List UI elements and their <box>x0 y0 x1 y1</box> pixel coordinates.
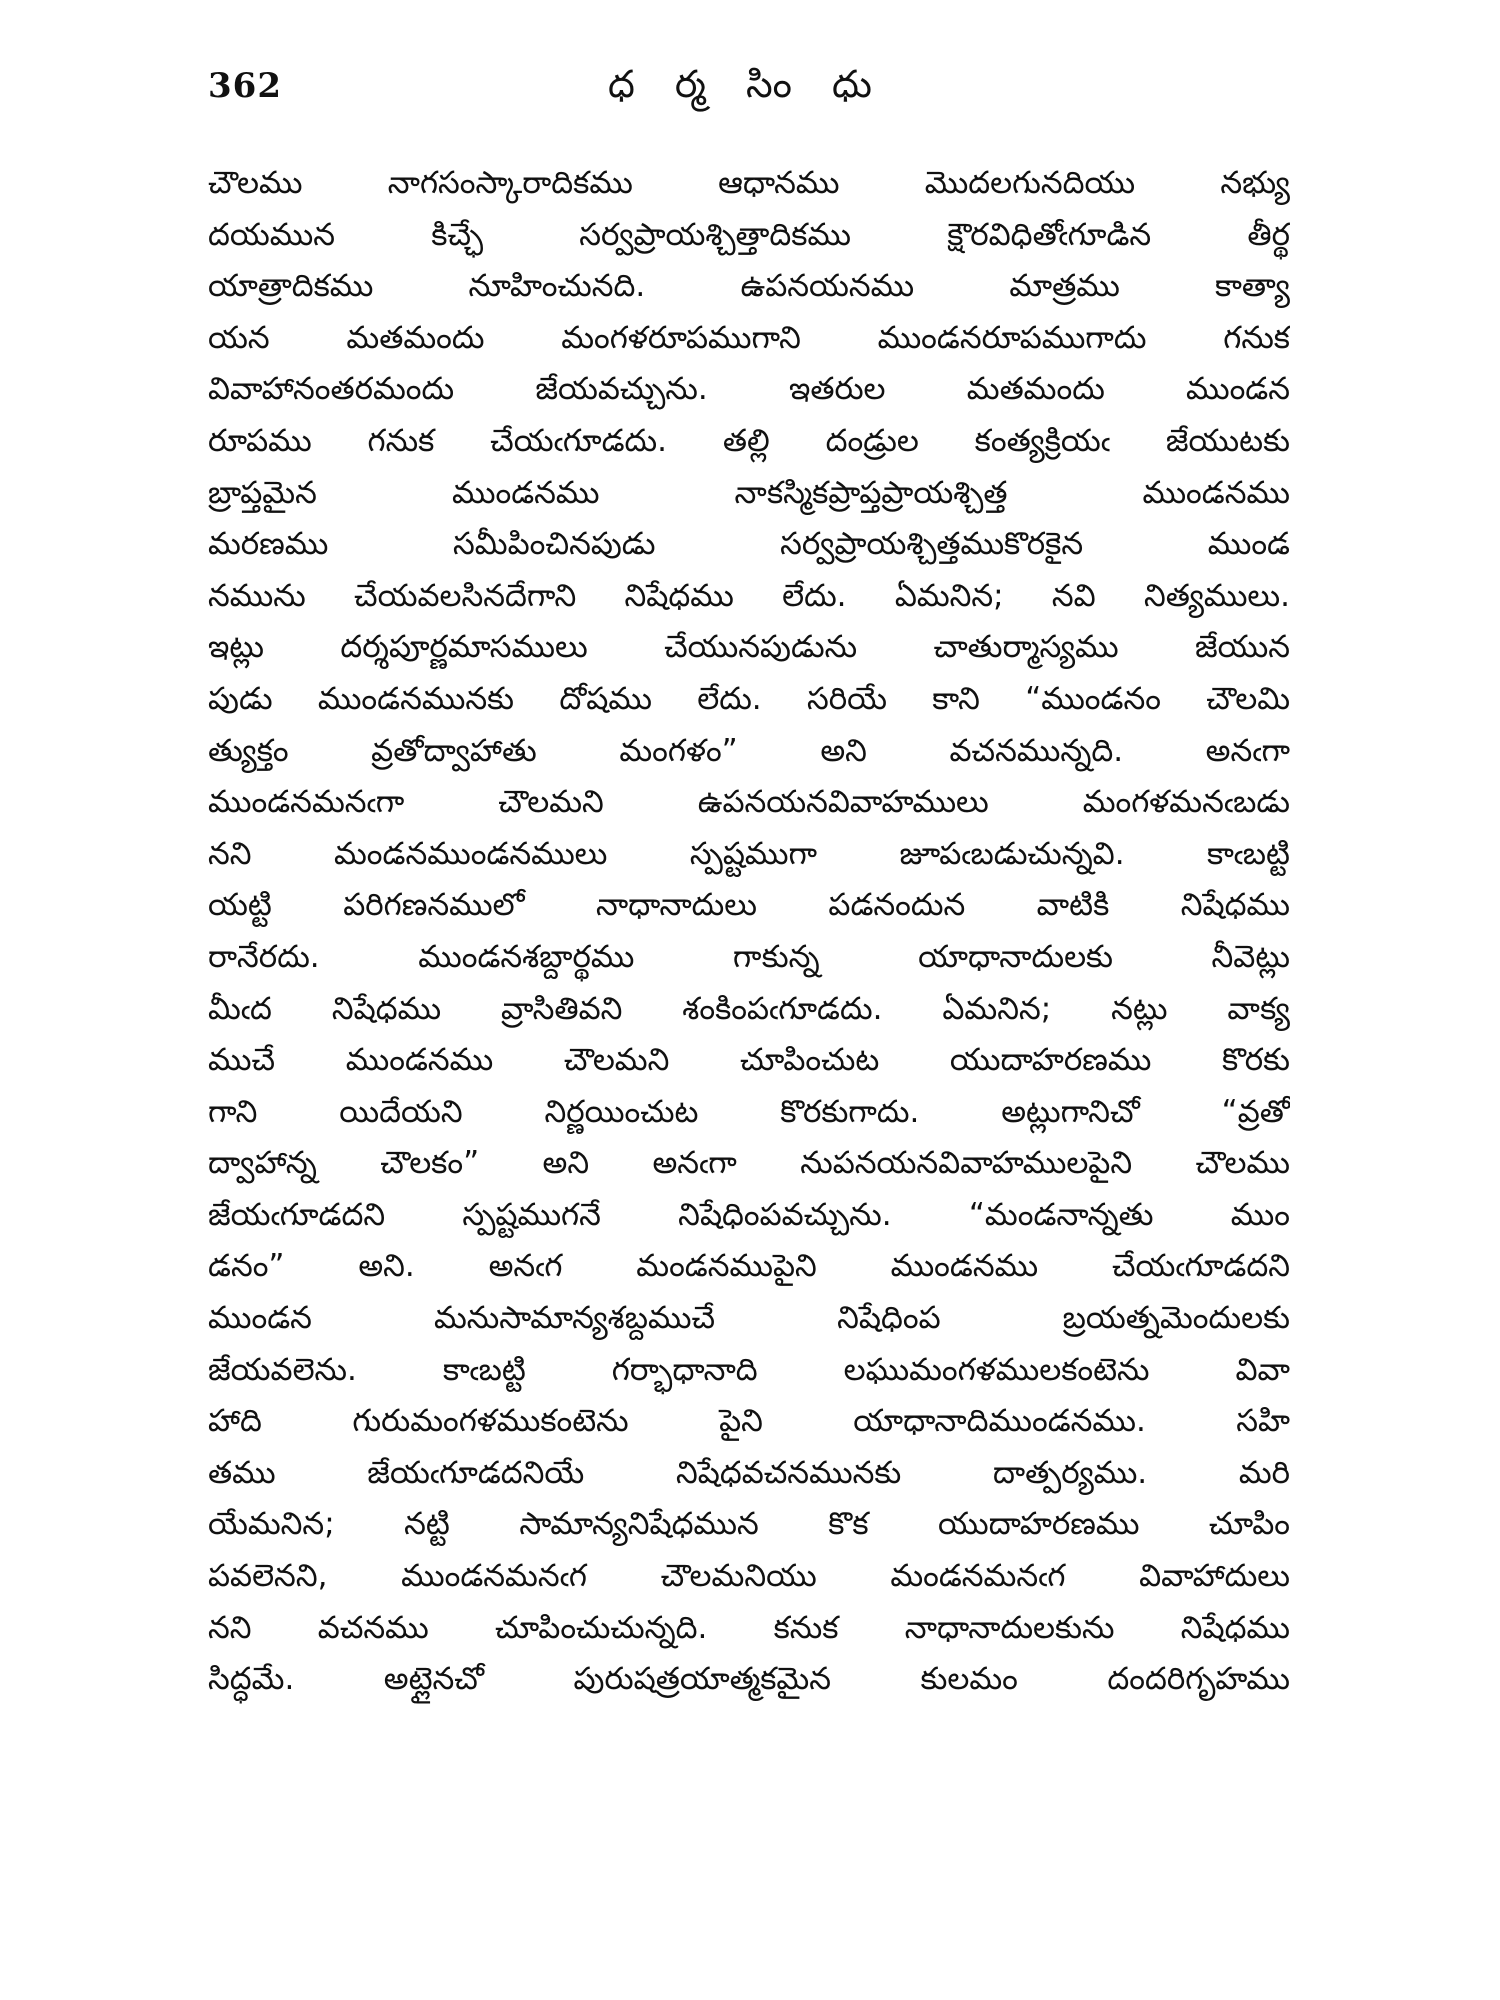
text-line: యాత్రాదికము నూహించునది. ఉపనయనము మాత్రము కాత్యా <box>208 268 1290 305</box>
text-line: త్యుక్తం వ్రతోద్వాహాతు మంగళం” అని వచనమున్నది. అనఁగా <box>208 732 1290 769</box>
text-line: రూపము గనుక చేయఁగూడదు. తల్లి దండ్రుల కంత్యక్రియఁ జేయుటకు <box>208 422 1290 459</box>
body-text <box>208 158 1290 1706</box>
text-line: వివాహానంతరమందు జేయవచ్చును. ఇతరుల మతమందు ముండన <box>208 371 1290 408</box>
text-line: నని మండనముండనములు స్పష్టముగా జూపఁబడుచున్నవి. కాఁబట్టి <box>208 835 1290 872</box>
text-line: చౌలము నాగసంస్కారాదికము ఆధానము మొదలగునదియు నభ్యు <box>208 165 1290 201</box>
text-line: యేమనిన; నట్టి సామాన్యనిషేధమున కొక యుదాహరణము చూపిం <box>208 1506 1290 1543</box>
text-line: మీఁద నిషేధము వ్రాసితివని శంకింపఁగూడదు. ఏమనిన; నట్లు వాక్య <box>208 990 1290 1027</box>
text-line: ముండన మనుసామాన్యశబ్దముచే నిషేధింప బ్రయత్నమెందులకు <box>208 1300 1290 1337</box>
text-line: ముండనమనఁగా చౌలమని ఉపనయనవివాహములు మంగళమనఁబడు <box>208 784 1290 821</box>
page-number: 362 <box>208 66 282 106</box>
text-line: మరణము సమీపించినపుడు సర్వప్రాయశ్చిత్తముకొరకైన ముండ <box>208 526 1290 563</box>
text-line: నని వచనము చూపించుచున్నది. కనుక నాధానాదులకును నిషేధము <box>208 1609 1290 1646</box>
text-line: రానేరదు. ముండనశబ్దార్థము గాకున్న యాధానాదులకు నీవెట్లు <box>208 938 1290 975</box>
text-line: ఇట్లు దర్శపూర్ణమాసములు చేయునపుడును చాతుర్మాస్యము జేయున <box>208 629 1290 666</box>
text-line: ద్వాహాన్న చౌలకం” అని అనఁగా నుపనయనవివాహములపైని చౌలము <box>208 1145 1290 1182</box>
text-line: జేయఁగూడదని స్పష్టముగనే నిషేధింపవచ్చును. “మండనాన్నతు ముం <box>208 1196 1290 1233</box>
text-line: తము జేయఁగూడదనియే నిషేధవచనమునకు దాత్పర్యము. మరి <box>208 1454 1290 1491</box>
text-line: దయమున కిచ్ఛే సర్వప్రాయశ్చిత్తాదికము క్షౌరవిధితోఁగూడిన తీర్థ <box>208 216 1290 253</box>
text-line: యన మతమందు మంగళరూపముగాని ముండనరూపముగాదు గనుక <box>208 319 1290 356</box>
text-line: గాని యిదేయని నిర్ణయించుట కొరకుగాదు. అట్లుగానిచో “వ్రతో <box>208 1093 1290 1130</box>
text-line: సిద్ధమే. అట్లైనచో పురుషత్రయాత్మకమైన కులమం దందరిగృహము <box>208 1661 1290 1698</box>
text-line: నమును చేయవలసినదేగాని నిషేధము లేదు. ఏమనిన; నవి నిత్యములు. <box>208 577 1290 614</box>
running-title: ధ ర్మ సిం ధు <box>608 62 886 106</box>
text-line: యట్టి పరిగణనములో నాధానాదులు పడనందున వాటికి నిషేధము <box>208 887 1290 924</box>
text-line: పుడు ముండనమునకు దోషము లేదు. సరియే కాని “ముండనం చౌలమి <box>208 680 1290 717</box>
text-line: పవలెనని, ముండనమనఁగ చౌలమనియు మండనమనఁగ వివాహాదులు <box>208 1558 1290 1595</box>
text-line: బ్రాప్తమైన ముండనము నాకస్మికప్రాప్తప్రాయశ్చిత్త ముండనము <box>208 474 1290 511</box>
text-line: జేయవలెను. కాఁబట్టి గర్భాధానాది లఘుమంగళములకంటెను వివా <box>208 1351 1290 1388</box>
text-line: ముచే ముండనము చౌలమని చూపించుట యుదాహరణము కొరకు <box>208 1042 1290 1079</box>
text-line: హాది గురుమంగళముకంటెను పైని యాధానాదిముండనము. సహి <box>208 1403 1290 1440</box>
page-header <box>208 62 1288 132</box>
text-line: డనం” అని. అనఁగ మండనముపైని ముండనము చేయఁగూడదని <box>208 1248 1290 1285</box>
